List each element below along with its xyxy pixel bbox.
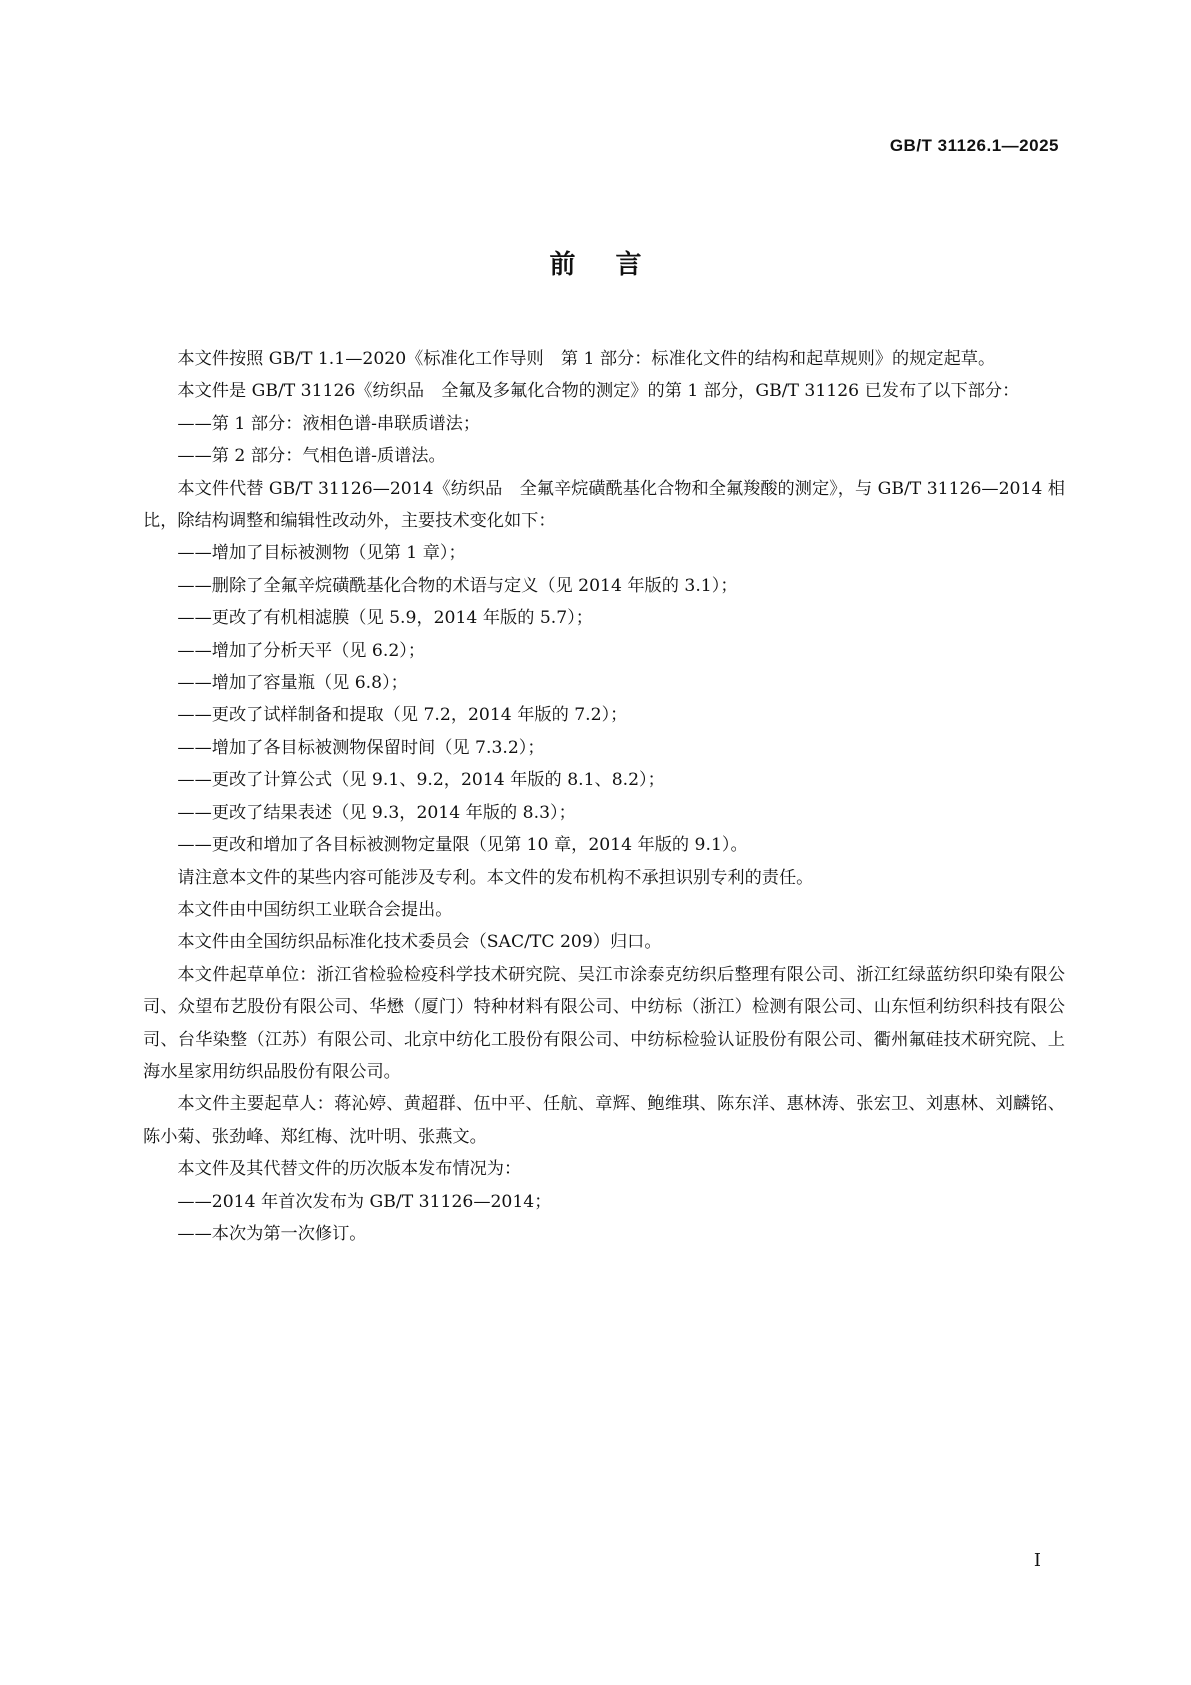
paragraph-patent-notice: 请注意本文件的某些内容可能涉及专利。本文件的发布机构不承担识别专利的责任。: [177, 867, 814, 888]
list-item: ——更改了有机相滤膜（见 5.9，2014 年版的 5.7）；: [177, 608, 593, 629]
list-item: ——增加了容量瓶（见 6.8）；: [177, 673, 408, 694]
paragraph-replacement: 本文件代替 GB/T 31126—2014《纺织品 全氟辛烷磺酰基化合物和全氟羧酸的测定》，与 GB/T 31126—2014 相比，除结构调整和编辑性改动外，主要技术变化如下：: [143, 478, 1065, 532]
paragraph-drafters: 本文件主要起草人：蒋沁婷、黄超群、伍中平、任航、章辉、鲍维琪、陈东洋、惠林涛、张宏卫、刘惠林、刘麟铭、陈小菊、张劲峰、郑红梅、沈叶明、张燕文。: [143, 1094, 1065, 1147]
standard-code: GB/T 31126.1—2025: [889, 136, 1059, 155]
list-item: ——删除了全氟辛烷磺酰基化合物的术语与定义（见 2014 年版的 3.1）；: [177, 575, 738, 596]
list-item: ——第 1 部分：液相色谱-串联质谱法；: [177, 413, 481, 434]
list-item: ——增加了分析天平（见 6.2）；: [177, 640, 426, 661]
page-title: 前言: [549, 250, 682, 280]
paragraph-version-history: 本文件及其代替文件的历次版本发布情况为：: [177, 1159, 522, 1180]
list-item: ——本次为第一次修订。: [177, 1223, 367, 1244]
paragraph-drafting-rules: 本文件按照 GB/T 1.1—2020《标准化工作导则 第 1 部分：标准化文件的结构和起草规则》的规定起草。: [177, 349, 996, 369]
list-item: ——更改了结果表述（见 9.3，2014 年版的 8.3）；: [177, 802, 576, 823]
paragraph-proposer: 本文件由中国纺织工业联合会提出。: [177, 899, 453, 920]
list-item: ——增加了目标被测物（见第 1 章）；: [177, 543, 466, 564]
list-item: ——更改了试样制备和提取（见 7.2，2014 年版的 7.2）；: [177, 705, 628, 726]
paragraph-committee: 本文件由全国纺织品标准化技术委员会（SAC/TC 209）归口。: [177, 932, 662, 953]
foreword-body: [143, 343, 1065, 1250]
list-item: ——第 2 部分：气相色谱-质谱法。: [177, 446, 446, 467]
list-item: ——更改和增加了各目标被测物定量限（见第 10 章，2014 年版的 9.1）。: [177, 835, 748, 856]
paragraph-drafting-units: 本文件起草单位：浙江省检验检疫科学技术研究院、吴江市涂泰克纺织后整理有限公司、浙江红绿蓝纺织印染有限公司、众望布艺股份有限公司、华懋（厦门）特种材料有限公司、中纺标（浙江）检测有限公司、山东恒利纺织科技有限公司、台华染整（江苏）有限公司、北京中纺化工股份有限公司、中纺标检验认证股份有限公司、衢州氟硅技术研究院、上海水星家用纺织品股份有限公司。: [143, 964, 1065, 1082]
list-item: ——2014 年首次发布为 GB/T 31126—2014；: [177, 1191, 552, 1212]
list-item: ——更改了计算公式（见 9.1、9.2，2014 年版的 8.1、8.2）；: [177, 770, 665, 791]
paragraph-series-parts: 本文件是 GB/T 31126《纺织品 全氟及多氟化合物的测定》的第 1 部分，GB/T 31126 已发布了以下部分：: [177, 381, 1020, 402]
list-item: ——增加了各目标被测物保留时间（见 7.3.2）；: [177, 737, 545, 758]
page-number: I: [1033, 1550, 1041, 1571]
